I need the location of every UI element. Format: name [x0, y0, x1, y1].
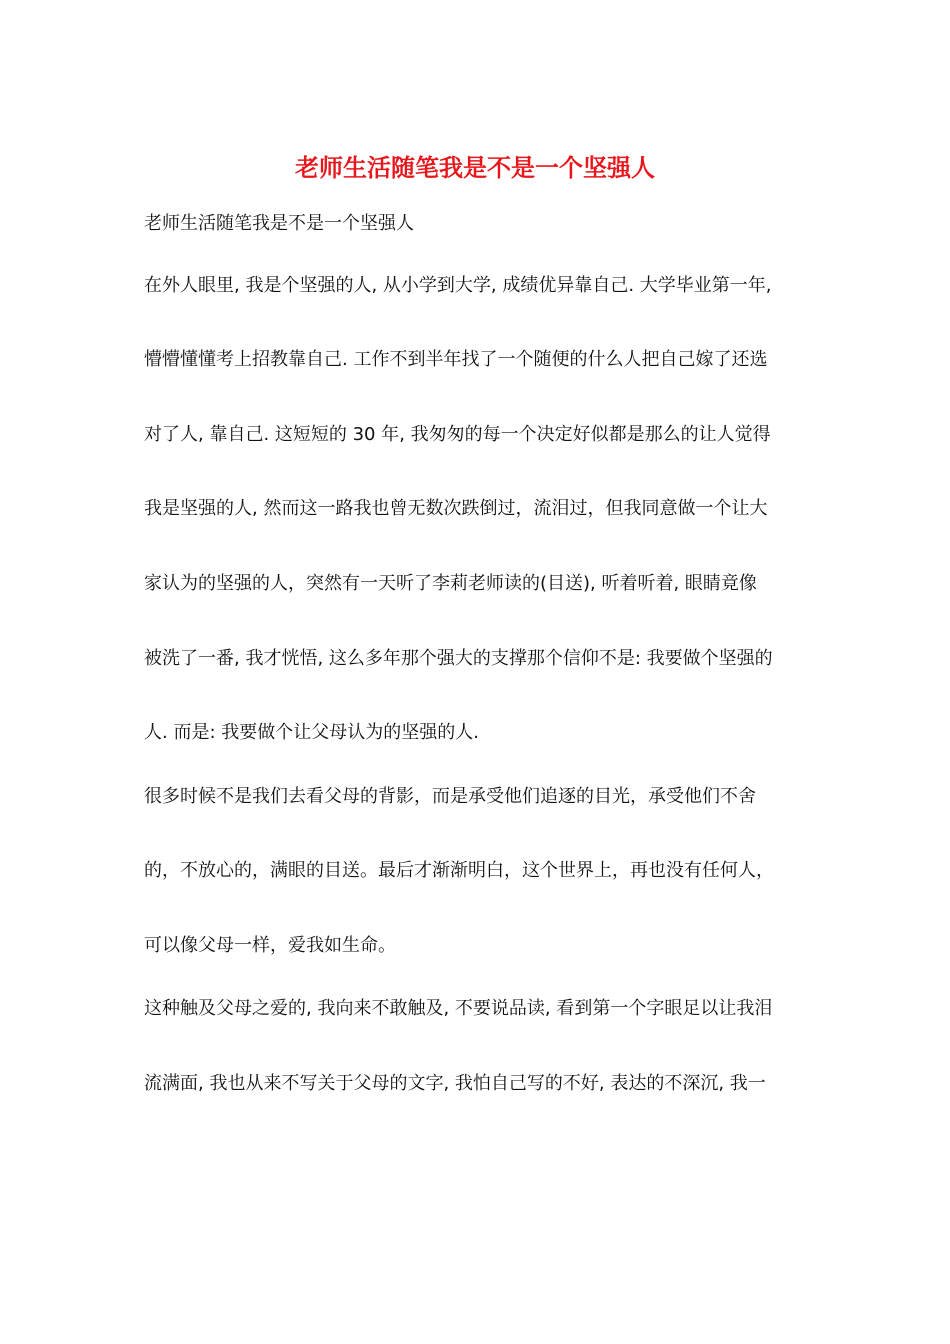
body-line: 人. 而是: 我要做个让父母认为的坚强的人.: [144, 722, 479, 743]
body-line: 很多时候不是我们去看父母的背影，而是承受他们追逐的目光，承受他们不舍: [144, 786, 756, 807]
body-line: 家认为的坚强的人，突然有一天听了李莉老师读的(目送), 听着听着, 眼睛竟像: [144, 573, 757, 594]
body-line: 被洗了一番, 我才恍悟, 这么多年那个强大的支撑那个信仰不是: 我要做个坚强的: [144, 648, 773, 669]
body-line: 我是坚强的人, 然而这一路我也曾无数次跌倒过，流泪过，但我同意做一个让大: [144, 498, 768, 519]
body-line: 对了人, 靠自己. 这短短的 30 年, 我匆匆的每一个决定好似都是那么的让人觉得: [144, 424, 771, 445]
document-title: 老师生活随笔我是不是一个坚强人: [295, 153, 655, 182]
document-subtitle: 老师生活随笔我是不是一个坚强人: [144, 213, 414, 234]
body-line: 的，不放心的，满眼的目送。最后才渐渐明白，这个世界上，再也没有任何人，: [144, 860, 774, 881]
body-line: 这种触及父母之爱的, 我向来不敢触及, 不要说品读, 看到第一个字眼足以让我泪: [144, 998, 773, 1019]
body-line: 在外人眼里, 我是个坚强的人, 从小学到大学, 成绩优异靠自己. 大学毕业第一年,: [144, 275, 772, 296]
body-line: 可以像父母一样，爱我如生命。: [144, 935, 396, 956]
body-line: 流满面, 我也从来不写关于父母的文字, 我怕自己写的不好, 表达的不深沉, 我一: [144, 1073, 766, 1094]
body-line: 懵懵懂懂考上招教靠自己. 工作不到半年找了一个随便的什么人把自己嫁了还选: [144, 349, 768, 370]
